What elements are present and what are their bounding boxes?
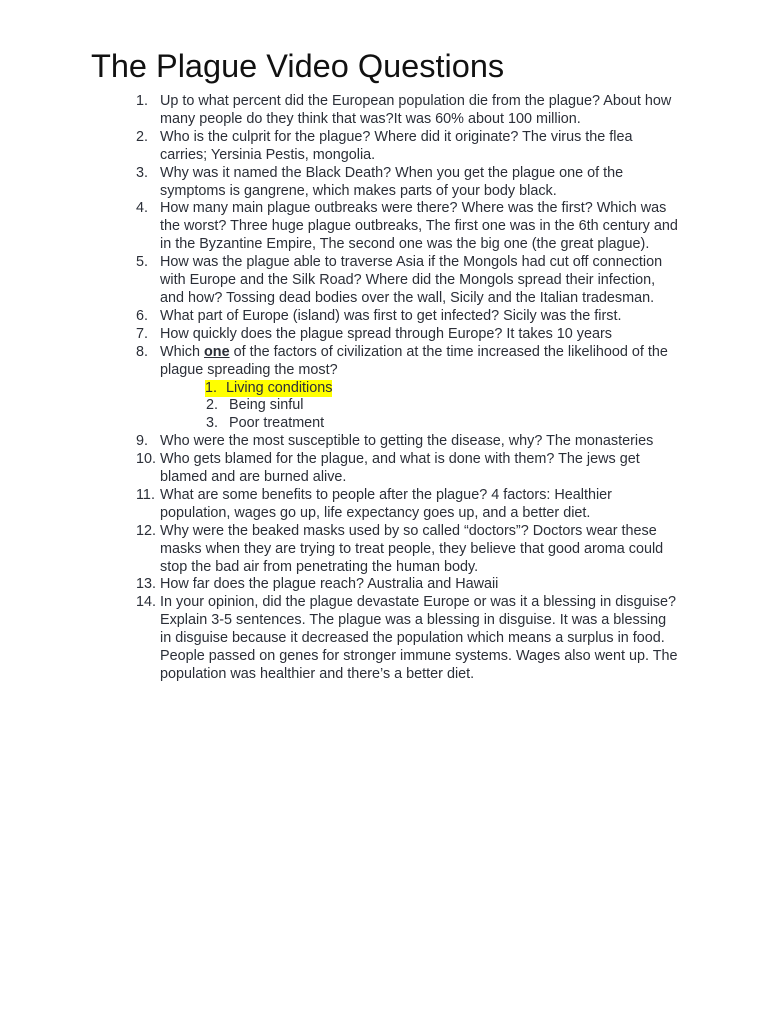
question-number: 2. bbox=[136, 128, 149, 145]
list-item-question-5 bbox=[0, 254, 768, 308]
answer-option-living-conditions bbox=[160, 380, 680, 398]
question-number: 3. bbox=[136, 164, 149, 181]
question-number: 12. bbox=[136, 522, 157, 539]
highlighted-answer bbox=[205, 380, 332, 398]
question-text: Why were the beaked masks used by so called “doctors”? Doctors wear these masks when they are trying to treat people, they believe that good aroma could stop the bad air from penetrating the human body. bbox=[160, 522, 664, 575]
question-number: 4. bbox=[136, 200, 149, 217]
question-text: What part of Europe (island) was first to get infected? Sicily was the first. bbox=[160, 307, 622, 324]
option-text: Living conditions bbox=[226, 379, 333, 396]
question-text: Up to what percent did the European population die from the plague? About how many people do they think that was?It was 60% about 100 million. bbox=[160, 93, 672, 127]
emphasized-word: one bbox=[203, 343, 230, 360]
question-text-before: Which bbox=[160, 343, 204, 360]
option-number: 1. bbox=[205, 379, 218, 396]
list-item-question-11 bbox=[0, 487, 768, 523]
question-text: How far does the plague reach? Australia and Hawaii bbox=[160, 576, 499, 593]
question-text: Who gets blamed for the plague, and what is done with them? The jews get blamed and are burned alive. bbox=[160, 451, 640, 486]
list-item-question-1 bbox=[0, 93, 768, 129]
question-text-after: of the factors of civilization at the time increased the likelihood of the plague spreading the most? bbox=[160, 343, 668, 378]
question-number: 10. bbox=[136, 451, 157, 468]
question-number: 14. bbox=[136, 594, 157, 611]
question-number: 6. bbox=[136, 307, 149, 324]
list-item-question-10 bbox=[0, 451, 768, 487]
question-text: In your opinion, did the plague devastate Europe or was it a blessing in disguise? Explain 3-5 sentences. The plague was a blessing in disguise. It was a blessing in disguise because it decreased the population which means a surplus in food. People passed on genes for stronger immune systems. Wages also went up. The population was healthier and there’s a better diet. bbox=[160, 594, 678, 682]
answer-options-list bbox=[160, 380, 680, 434]
list-item-question-7 bbox=[0, 326, 768, 344]
question-text: How quickly does the plague spread through Europe? It takes 10 years bbox=[160, 325, 612, 342]
question-number: 11. bbox=[136, 486, 155, 503]
question-text: Why was it named the Black Death? When you get the plague one of the symptoms is gangrene, which makes parts of your body black. bbox=[160, 164, 624, 199]
question-text: Who were the most susceptible to getting the disease, why? The monasteries bbox=[160, 433, 654, 450]
question-number: 8. bbox=[136, 343, 149, 360]
list-item-question-2 bbox=[0, 129, 768, 165]
list-item-question-14 bbox=[0, 594, 768, 684]
question-text: What are some benefits to people after the plague? 4 factors: Healthier population, wages go up, life expectancy goes up, and a better diet. bbox=[160, 486, 612, 521]
question-number: 7. bbox=[136, 325, 149, 342]
question-text: How was the plague able to traverse Asia if the Mongols had cut off connection with Europe and the Silk Road? Where did the Mongols spread their infection, and how? Tossing dead bodies over the wall, Sicily and the Italian tradesman. bbox=[160, 254, 663, 306]
list-item-question-12 bbox=[0, 523, 768, 577]
list-item-question-3 bbox=[0, 165, 768, 201]
question-number: 13. bbox=[136, 576, 157, 593]
answer-option-poor-treatment bbox=[160, 415, 680, 433]
option-number: 3. bbox=[206, 415, 219, 432]
list-item-question-6 bbox=[0, 308, 768, 326]
question-list bbox=[0, 93, 768, 684]
question-number: 5. bbox=[136, 254, 149, 271]
list-item-question-8 bbox=[0, 344, 768, 434]
option-text: Poor treatment bbox=[229, 415, 325, 432]
list-item-question-4 bbox=[0, 200, 768, 254]
question-text: Who is the culprit for the plague? Where did it originate? The virus the flea carries; Yersinia Pestis, mongolia. bbox=[160, 128, 633, 163]
option-text: Being sinful bbox=[229, 397, 304, 414]
answer-option-being-sinful bbox=[160, 397, 680, 415]
option-number: 2. bbox=[206, 397, 219, 414]
question-text bbox=[160, 344, 680, 380]
question-number: 9. bbox=[136, 433, 149, 450]
list-item-question-9 bbox=[0, 433, 768, 451]
question-number: 1. bbox=[136, 93, 149, 109]
question-text: How many main plague outbreaks were there? Where was the first? Which was the worst? Three huge plague outbreaks, The first one was in the 6th century and in the Byzantine Empire, The second one was the big one (the great plague). bbox=[160, 200, 678, 253]
list-item-question-13 bbox=[0, 576, 768, 594]
page-title: The Plague Video Questions bbox=[91, 48, 505, 84]
